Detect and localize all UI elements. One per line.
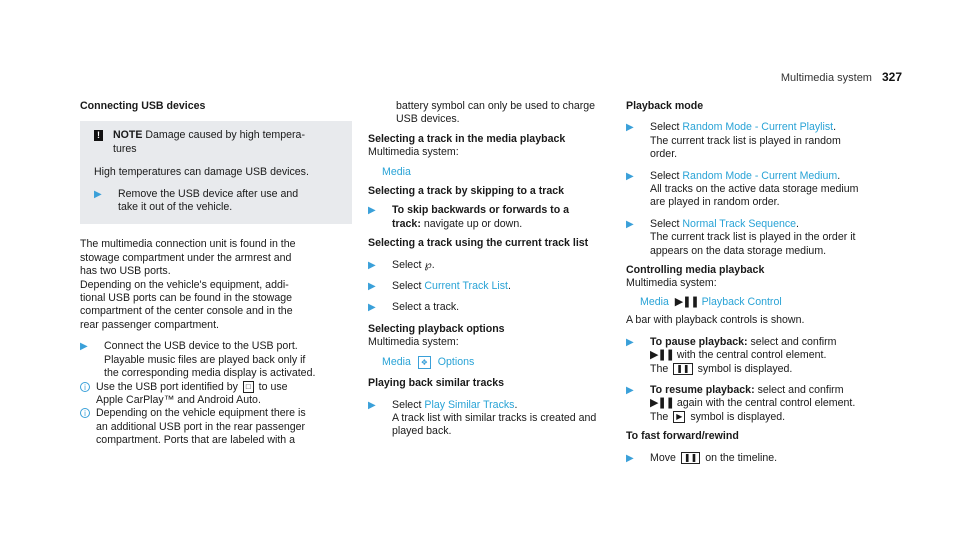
arrow-right-icon: ▶: [80, 341, 88, 353]
note-step-line: Remove the USB device after use and: [118, 187, 299, 200]
arrow-right-icon: ▶: [626, 452, 634, 464]
step-select-search: ▶ Select ℘.: [368, 258, 435, 271]
step-text: All tracks on the active data storage medium: [650, 183, 859, 196]
text-line: The multimedia connection unit is found in the: [80, 238, 296, 251]
menu-playback-control[interactable]: Playback Control: [701, 295, 782, 308]
arrow-right-icon: ▶: [626, 170, 634, 182]
tip-text: Use the USB port identified by: [96, 380, 238, 393]
step-text: again with the central control element.: [676, 397, 856, 410]
page-number: 327: [881, 70, 902, 84]
step-move-timeline: [626, 452, 884, 465]
step-text: with the central control element.: [676, 349, 827, 362]
step-random-medium: ▶ Select Random Mode - Current Medium. All tracks on the active data storage medium are played in random order.: [626, 169, 859, 209]
tip-text: compartment. Ports that are labeled with a: [96, 434, 296, 447]
tip-text: Apple CarPlay™ and Android Auto.: [96, 393, 261, 406]
play-pause-icon: ▶❚❚: [674, 295, 699, 308]
menu-options-link[interactable]: Options: [437, 355, 475, 368]
section-title: Multimedia system: [780, 72, 872, 84]
arrow-right-icon: ▶: [94, 188, 102, 200]
menu-random-playlist[interactable]: Random Mode - Current Playlist: [682, 121, 834, 134]
text-line: has two USB ports.: [80, 265, 171, 278]
column-1: [80, 100, 352, 448]
menu-current-track-list[interactable]: Current Track List: [424, 280, 509, 293]
step-random-playlist: ▶ Select Random Mode - Current Playlist. The current track list is played in random order.: [626, 121, 841, 161]
step-text: A track list with similar tracks is created and: [392, 411, 597, 424]
pause-icon[interactable]: ❚❚: [681, 452, 700, 464]
step-bold: To skip backwards or forwards to a: [392, 204, 569, 217]
arrow-right-icon: ▶: [368, 281, 376, 293]
heading-playback-options: Selecting playback options: [368, 322, 505, 335]
arrow-right-icon: ▶: [368, 399, 376, 411]
menu-normal-sequence[interactable]: Normal Track Sequence: [682, 217, 797, 230]
text-line: USB devices.: [396, 113, 460, 126]
step-text: select and confirm: [750, 335, 837, 348]
text-line: stowage compartment under the armrest and: [80, 251, 292, 264]
note-label: NOTE: [113, 129, 143, 142]
play-pause-icon[interactable]: ▶❚❚: [650, 397, 674, 410]
menu-path-label: Multimedia system:: [368, 336, 459, 349]
arrow-right-icon: ▶: [626, 336, 634, 348]
step-bold: To resume playback:: [650, 383, 755, 396]
step-text: navigate up or down.: [423, 217, 523, 230]
arrow-right-icon: ▶: [626, 384, 634, 396]
menu-media-link[interactable]: Media: [382, 165, 411, 178]
step-text: symbol is displayed.: [697, 362, 793, 375]
step-text: symbol is displayed.: [690, 410, 786, 423]
note-header: [94, 129, 342, 156]
arrow-right-icon: ▶: [368, 205, 376, 217]
paragraph-connection-unit: [80, 238, 352, 278]
text-line: rear passenger compartment.: [80, 318, 219, 331]
tip-rear-port: [80, 407, 352, 447]
menu-path: [368, 356, 620, 369]
note-title: [113, 129, 305, 156]
menu-media-link[interactable]: Media: [640, 295, 669, 308]
menu-path: [626, 296, 884, 309]
text-line: compartment of the center console and in the: [80, 305, 293, 318]
gear-icon: ❖: [418, 356, 431, 369]
step-bold: To pause playback:: [650, 335, 748, 348]
menu-random-medium[interactable]: Random Mode - Current Medium: [682, 169, 838, 182]
paragraph-additional-ports: [80, 279, 352, 333]
heading-select-track: Selecting a track in the media playback: [368, 132, 566, 145]
text-line: battery symbol can only be used to charge: [396, 100, 596, 112]
note-title-text: Damage caused by high tempera-: [145, 129, 305, 142]
step-text: Move: [650, 451, 676, 464]
play-pause-icon[interactable]: ▶❚❚: [650, 349, 674, 362]
page-header: [781, 70, 902, 84]
heading-fast-forward: To fast forward/rewind: [626, 430, 739, 443]
heading-skip-track: Selecting a track by skipping to a track: [368, 185, 565, 198]
note-step-line: take it out of the vehicle.: [118, 201, 233, 214]
play-icon: ▶: [673, 411, 685, 423]
arrow-right-icon: ▶: [368, 302, 376, 314]
step-connect-usb: [80, 340, 352, 380]
step-text: The: [650, 362, 669, 375]
pause-icon: ❚❚: [673, 363, 692, 375]
tip-text: to use: [258, 380, 288, 393]
column-2: [368, 100, 620, 439]
note-title-text-cont: tures: [113, 142, 137, 155]
step-text: The current track list is played in the order it: [650, 231, 856, 244]
step-text: are played in random order.: [650, 196, 780, 209]
heading-playback-mode: Playback mode: [626, 100, 704, 112]
step-text: Select: [392, 280, 422, 293]
continued-text: [368, 100, 620, 127]
heading-connecting-usb: Connecting USB devices: [80, 100, 206, 112]
step-bold: track:: [392, 217, 421, 230]
info-icon: i: [80, 382, 90, 392]
step-line: Playable music files are played back only if: [104, 353, 306, 366]
text-line: Depending on the vehicle's equipment, addi-: [80, 278, 289, 291]
step-skip: [368, 204, 620, 231]
menu-media-link[interactable]: Media: [382, 355, 411, 368]
step-text: Select: [650, 217, 680, 230]
heading-track-list: Selecting a track using the current track list: [368, 237, 589, 250]
step-current-track-list: ▶ Select Current Track List.: [368, 280, 511, 293]
tip-text: an additional USB port in the rear passenger: [96, 420, 306, 433]
step-text: The: [650, 410, 669, 423]
step-select-a-track: [368, 301, 620, 314]
arrow-right-icon: ▶: [626, 122, 634, 134]
step-text: Select a track.: [392, 301, 460, 314]
step-text: select and confirm: [757, 383, 844, 396]
step-line: the corresponding media display is activated.: [104, 367, 316, 380]
info-icon: i: [80, 408, 90, 418]
step-text: Select: [392, 258, 422, 271]
step-text: Select: [650, 121, 680, 134]
step-text: on the timeline.: [705, 451, 778, 464]
step-normal-sequence: ▶ Select Normal Track Sequence. The current track list is played in the order it appears on the data storage medium.: [626, 217, 856, 257]
step-line: Connect the USB device to the USB port.: [104, 340, 298, 353]
exclamation-icon: !: [94, 130, 103, 141]
step-text: played back.: [392, 425, 452, 438]
note-body: High temperatures can damage USB devices.: [94, 166, 309, 179]
menu-path-label: Multimedia system:: [626, 277, 717, 290]
step-resume: [626, 384, 884, 424]
step-pause: [626, 336, 884, 376]
menu-play-similar[interactable]: Play Similar Tracks: [424, 398, 515, 411]
text-line: tional USB ports can be found in the stowage: [80, 292, 293, 305]
step-play-similar: ▶ Select Play Similar Tracks. A track list with similar tracks is created and played back.: [368, 398, 597, 438]
step-text: Select: [650, 169, 680, 182]
menu-path-label: Multimedia system:: [368, 146, 459, 159]
arrow-right-icon: ▶: [368, 259, 376, 271]
search-icon[interactable]: ℘: [424, 258, 432, 271]
tip-carplay: [80, 381, 352, 408]
note-box: [80, 121, 352, 224]
arrow-right-icon: ▶: [626, 218, 634, 230]
tip-text: Depending on the vehicle equipment there is: [96, 407, 306, 420]
note-step: [94, 188, 342, 215]
step-text: The current track list is played in random: [650, 134, 841, 147]
step-text: order.: [650, 148, 678, 161]
text-line: A bar with playback controls is shown.: [626, 314, 805, 327]
column-3: [626, 100, 884, 465]
step-text: Select: [392, 398, 422, 411]
heading-similar-tracks: Playing back similar tracks: [368, 377, 505, 390]
usb-port-icon: □: [243, 381, 254, 393]
step-text: appears on the data storage medium.: [650, 244, 827, 257]
heading-controlling-playback: Controlling media playback: [626, 264, 765, 277]
